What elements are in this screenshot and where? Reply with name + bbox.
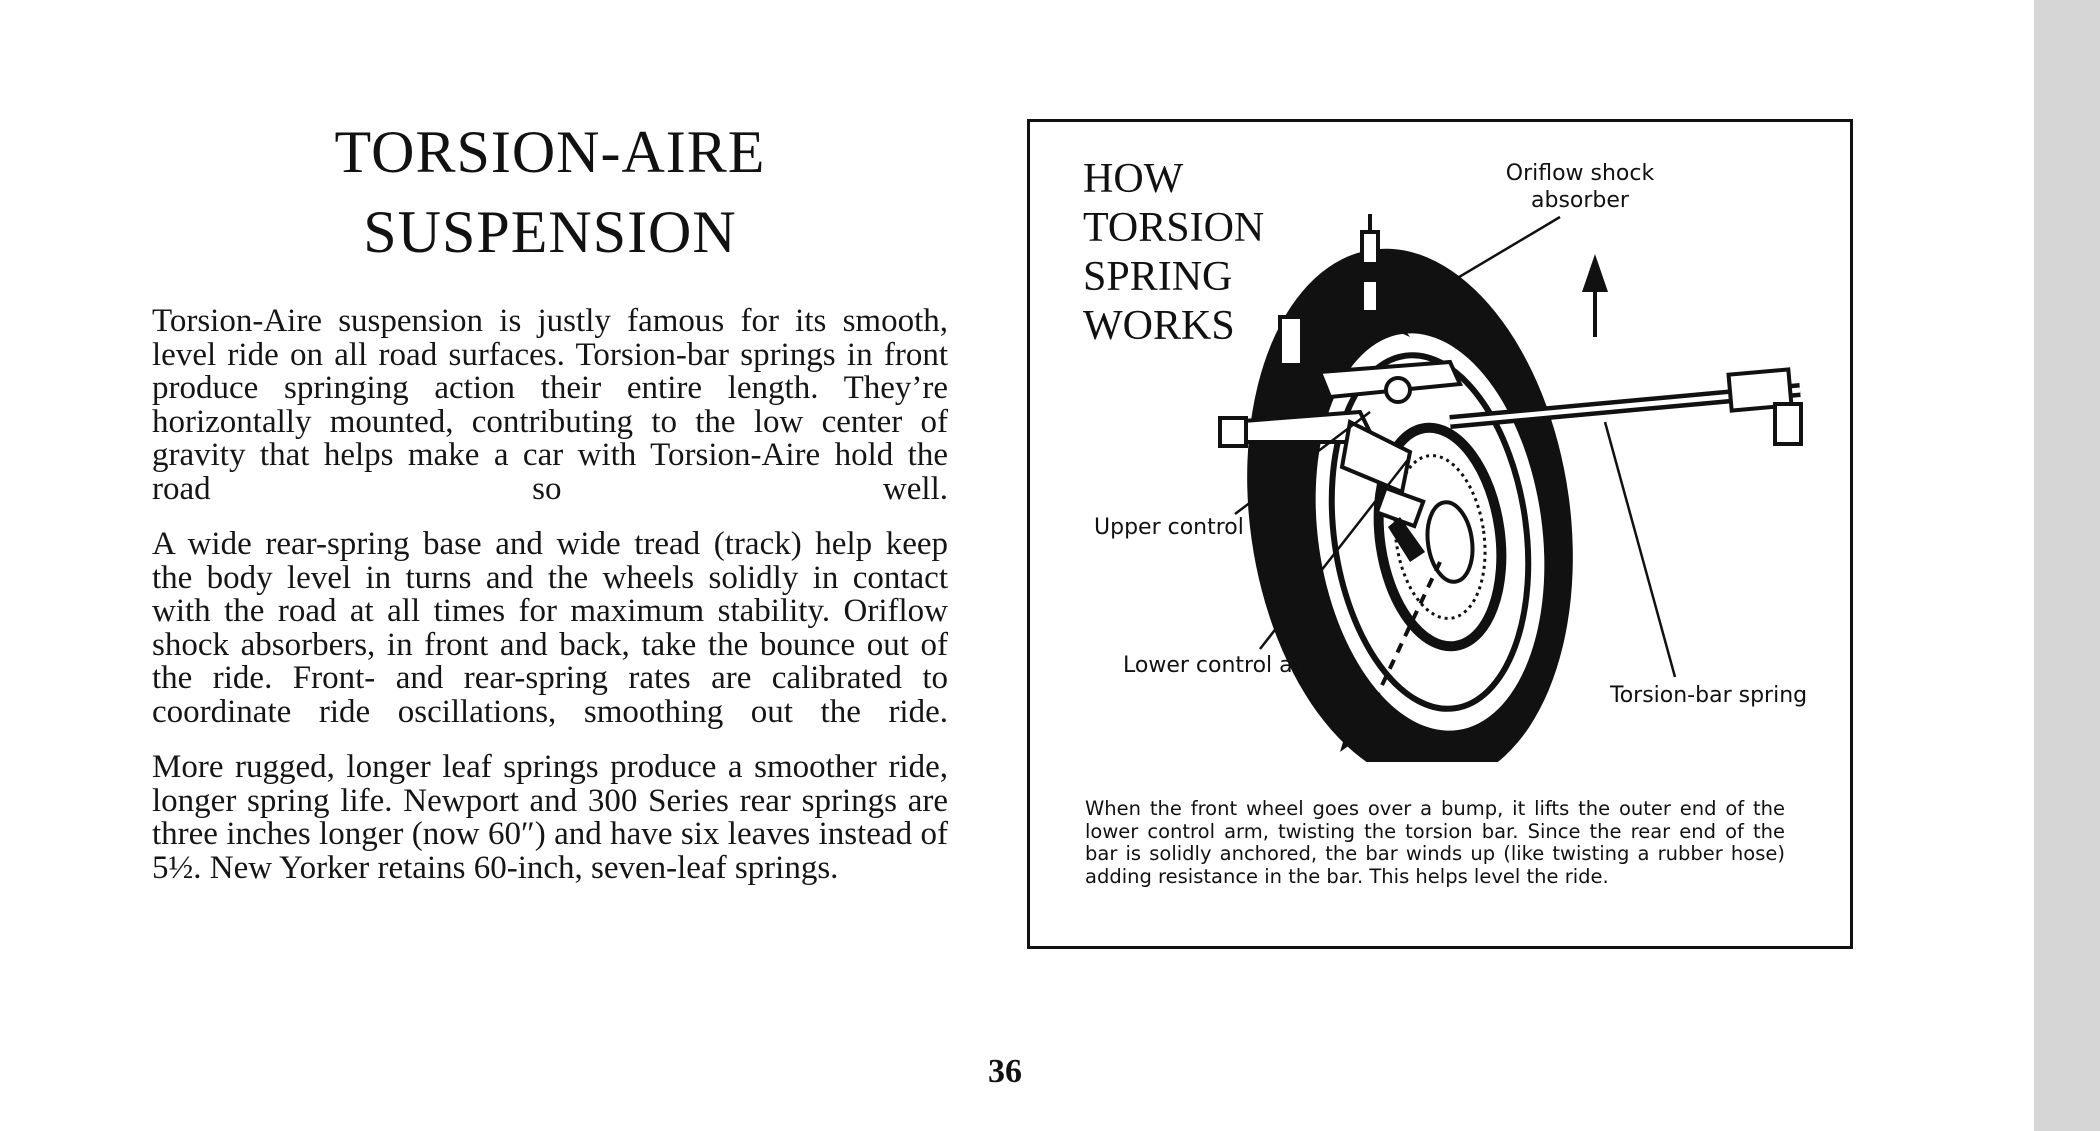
title-line-2: SUSPENSION [363,199,737,265]
figure-heading-line-4: WORKS [1083,303,1235,349]
paragraph-1: Torsion-Aire suspension is justly famous for its smooth, level ride on all road surfaces. Torsion-bar springs in front produce springing action their entire length. They’re horizontally mounted, contributing to the low center of gravity that helps make a car with Torsion-Aire hold the road so well. [152,303,948,507]
figure-heading-line-1: HOW [1083,156,1184,202]
scan-gutter [2034,0,2100,1131]
page-title [150,112,950,272]
label-oriflow-shock-line-1: Oriflow shock [1505,161,1655,186]
body-text [152,305,948,907]
page-number: 36 [988,1053,1022,1090]
title-line-1: TORSION-AIRE [334,119,766,185]
label-oriflow-shock [1470,160,1690,214]
label-oriflow-shock-line-2: absorber [1531,188,1629,213]
paragraph-2: A wide rear-spring base and wide tread (track) help keep the body level in turns and the wheels solidly in contact with the road at all times for maximum stability. Oriflow shock absorbers, in front and back, take the bounce out of the ride. Front- and rear-spring rates are calibrated to coordinate ride oscillations, smoothing out the ride. [152,526,948,730]
paragraph-3: More rugged, longer leaf springs produce a smoother ride, longer spring life. Newport and 300 Series rear springs are three inches longer (now 60″) and have six leaves instead of 5½. New Yorker retains 60-inch, seven-leaf springs. [152,749,948,886]
label-lower-control-arm: Lower control arm [1123,653,1323,678]
up-arrow-icon [1582,254,1608,292]
figure-heading-line-3: SPRING [1083,254,1233,300]
figure-caption: When the front wheel goes over a bump, it lifts the outer end of the lower control arm, twisting the torsion bar. Since the rear end of the bar is solidly anchored, the bar winds up (like twisting a rubber hose) adding resistance in the bar. This helps level the ride. [1085,797,1785,888]
label-torsion-bar-spring: Torsion-bar spring [1610,683,1808,708]
figure-heading-line-2: TORSION [1083,205,1265,251]
label-upper-control-arm: Upper control arm [1094,515,1295,540]
